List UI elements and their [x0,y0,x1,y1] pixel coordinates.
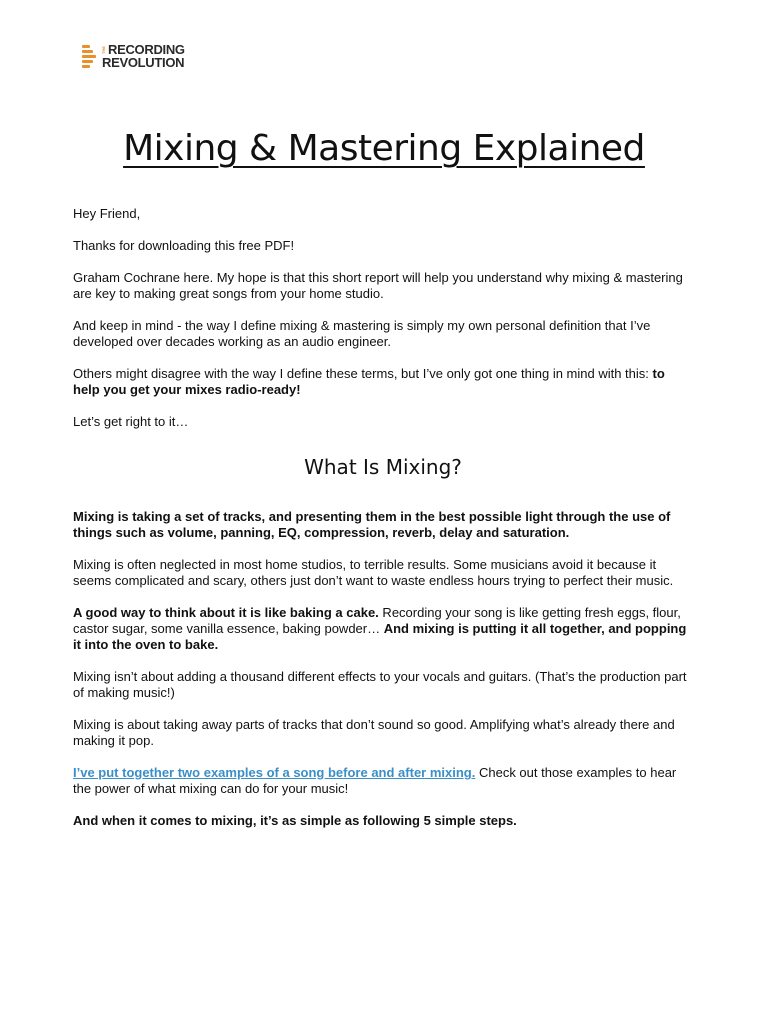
section-heading: What Is Mixing? [304,455,462,479]
recording-revolution-logo [82,43,185,69]
mixing-paragraph-2: Mixing is often neglected in most home studios, to terrible results. Some musicians avoid it because it seems complicated and scary, others just don’t want to waste endless hours trying to perfect their music. [73,557,674,588]
intro-paragraph-2: And keep in mind - the way I define mixing & mastering is simply my own personal definition that I’ve developed over decades working as an audio engineer. [73,318,651,349]
radio-ready-emphasis: to help you get your mixes radio-ready! [73,366,665,397]
page-title: Mixing & Mastering Explained [123,128,645,169]
mixing-paragraph-7: And when it comes to mixing, it’s as simple as following 5 simple steps. [73,813,517,828]
mixing-paragraph-4: Mixing isn’t about adding a thousand different effects to your vocals and guitars. (That’s the production part of making music!) [73,669,687,700]
intro-paragraph-1: Graham Cochrane here. My hope is that this short report will help you understand why mixing & mastering are key to making great songs from your home studio. [73,270,683,301]
logo-bars-icon [82,43,98,69]
intro-paragraph-3: Others might disagree with the way I define these terms, but I’ve only got one thing in mind with this: to help you get your mixes radio-ready! [73,366,665,397]
logo-line1: RECORDING [108,42,185,57]
mixing-definition: Mixing is taking a set of tracks, and presenting them in the best possible light through the use of things such as volume, panning, EQ, compression, reverb, delay and saturation. [73,509,671,540]
mixing-paragraph-5: Mixing is about taking away parts of tracks that don’t sound so good. Amplifying what’s already there and making it pop. [73,717,675,748]
logo-line2: REVOLUTION [102,55,185,70]
thanks-paragraph: Thanks for downloading this free PDF! [73,238,295,253]
document-body [73,206,693,845]
mixing-paragraph-6: I’ve put together two examples of a song before and after mixing. Check out those examples to hear the power of what mixing can do for your music! [73,765,677,796]
intro-paragraph-4: Let’s get right to it… [73,414,189,429]
greeting: Hey Friend, [73,206,141,221]
logo-small-text: THE [101,45,106,54]
mixing-paragraph-3: A good way to think about it is like baking a cake. Recording your song is like getting fresh eggs, flour, castor sugar, some vanilla essence, baking powder… And mixing is putting it all together, and popping it into the oven to bake. [73,605,687,652]
examples-link[interactable]: I’ve put together two examples of a song before and after mixing. [73,765,476,780]
